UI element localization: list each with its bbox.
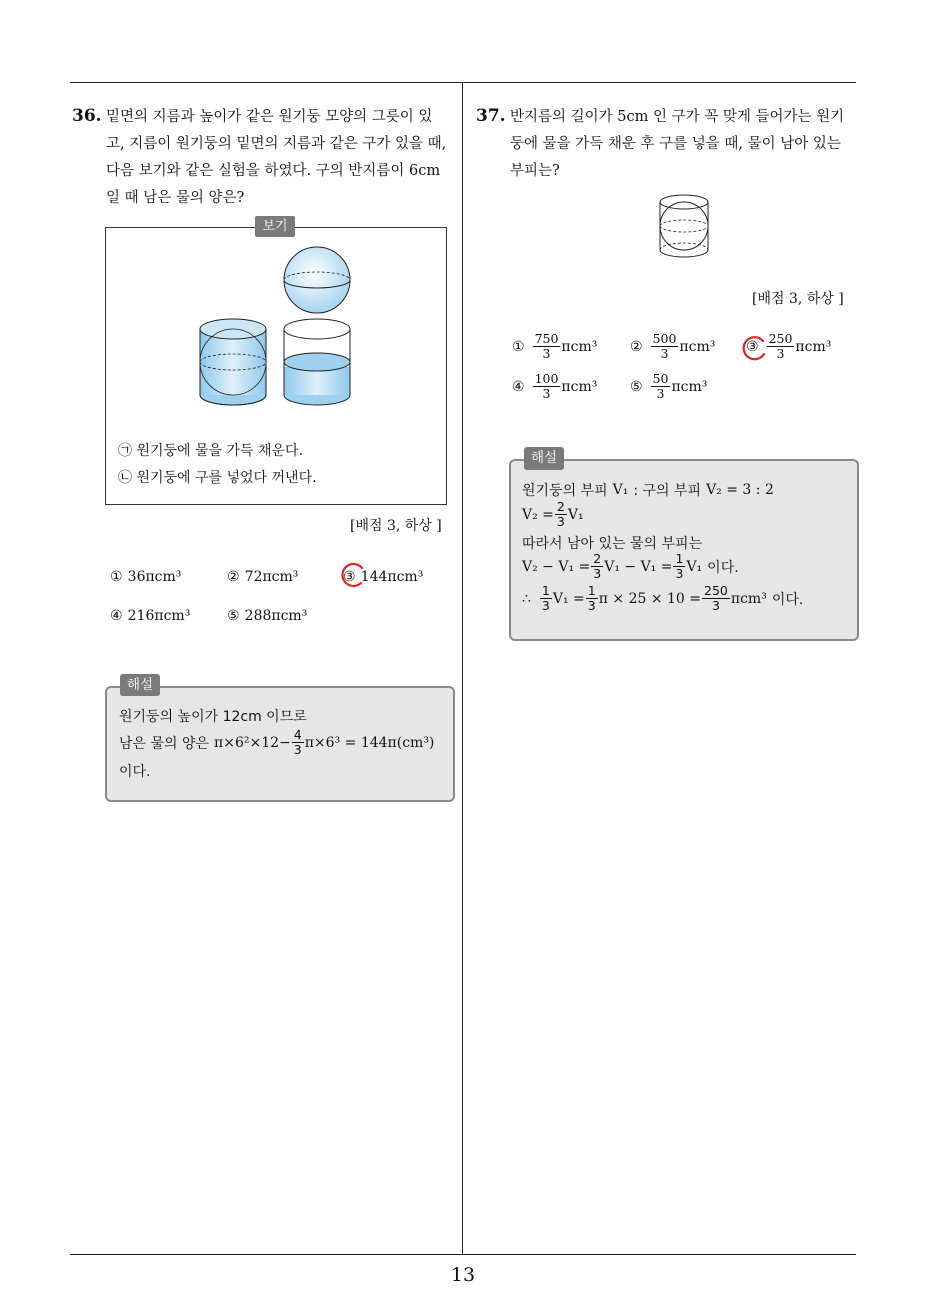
choice-text: 144πcm³ [360,569,424,585]
q37-line: 반지름의 길이가 5cm 인 구가 꼭 맞게 들어가는 원기 [510,109,845,125]
choice-fraction: $\frac{750}{3}$ [534,331,559,361]
sphere-in-cylinder-shape [660,195,708,257]
choice-mark: ② [630,338,643,355]
cylinder-full [200,319,266,405]
sol-fraction: $\frac{2}{3}$ [556,499,565,529]
sol-text: 원기둥의 부피 [522,483,608,499]
q37-choice-1[interactable] [512,332,597,361]
choice-unit: πcm³ [561,338,598,355]
sol-math: π×6³ = 144π(cm³) [304,734,435,751]
q37-sol-line-1 [522,480,774,500]
choice-text: 36πcm³ [127,569,182,585]
q37-sol-line-3: 따라서 남아 있는 물의 부피는 [522,536,703,552]
bogi-label: 보기 [255,216,295,237]
choice-mark: ④ [512,378,525,395]
choice-unit: πcm³ [795,338,832,355]
sol-math: V₂ = 3 : 2 [706,482,774,498]
q37-choice-4[interactable] [512,372,597,401]
sol-math: π×6²×12− [214,734,291,751]
sol-math: V₁ [567,506,584,523]
answer-circle-icon [739,334,769,364]
sol-fraction: $\frac{1}{3}$ [587,583,596,613]
q37-line: 둥에 물을 가득 채운 후 구를 넣을 때, 물이 남아 있는 [510,136,841,152]
q36-line: 고, 지름이 원기둥의 밑면의 지름과 같은 구가 있을 때, [106,136,447,152]
q36-line: 일 때 남은 물의 양은? [106,190,245,206]
choice-mark: ⑤ [227,608,240,624]
choice-text: 216πcm³ [127,608,191,624]
choice-text: 72πcm³ [244,569,299,585]
sol-fraction: $\frac{4}{3}$ [293,727,302,757]
sphere-shape [284,247,350,313]
cylinder-partial [284,319,350,405]
choice-mark: ② [227,569,240,585]
q36-sol-line-1: 원기둥의 높이가 12cm 이므로 [119,709,307,725]
choice-fraction: $\frac{100}{3}$ [534,371,559,401]
q36-choice-2[interactable] [227,566,298,585]
q37-choice-2[interactable] [630,332,715,361]
choice-mark: ③ [746,338,759,355]
sol-text: 남은 물의 양은 [119,735,210,752]
q36-figure [190,235,365,420]
sol-text: : 구의 부피 [633,483,702,499]
sol-fraction: $\frac{1}{3}$ [675,551,684,581]
q36-solution-label: 해설 [120,674,160,696]
bottom-rule [70,1254,856,1255]
page-number: 13 [450,1264,476,1286]
choice-text: 288πcm³ [244,608,308,624]
q36-number: 36. [72,106,102,126]
sol-fraction: $\frac{1}{3}$ [541,583,550,613]
sol-math: V₁ [686,558,703,575]
choice-fraction: $\frac{500}{3}$ [652,331,677,361]
answer-circle-icon [337,560,367,590]
column-divider [462,82,463,1254]
q36-sol-line-2 [119,728,434,757]
q36-choice-1[interactable] [110,566,181,585]
choice-unit: πcm³ [679,338,716,355]
q37-sol-line-5 [522,584,803,613]
sol-math: V₂ = [522,506,554,523]
sol-math: V₁ − V₁ = [604,558,673,575]
q37-number: 37. [476,106,506,126]
sol-math: π × 25 × 10 = [598,590,702,607]
q36-choice-5[interactable] [227,605,307,624]
bogi-step-2: ㉡ 원기둥에 구를 넣었다 꺼낸다. [118,470,317,486]
q36-question [106,104,446,212]
q37-line: 부피는? [510,163,560,179]
q37-figure [654,190,714,262]
sol-fraction: $\frac{250}{3}$ [704,583,728,613]
sol-math: V₁ = [552,590,585,607]
sol-fraction: $\frac{2}{3}$ [593,551,602,581]
choice-fraction: $\frac{250}{3}$ [768,331,793,361]
choice-mark: ⑤ [630,378,643,395]
q36-line: 밑면의 지름과 높이가 같은 원기둥 모양의 그릇이 있 [106,109,433,125]
q36-line: 다음 보기와 같은 실험을 하였다. 구의 반지름이 6cm [106,163,441,179]
q37-question [510,104,844,185]
q36-choice-4[interactable] [110,605,190,624]
sol-math: πcm³ [730,590,767,607]
choice-unit: πcm³ [561,378,598,395]
q37-solution-label: 해설 [524,447,564,470]
q37-sol-line-4 [522,552,739,581]
sol-text: 이다. [771,591,804,608]
bogi-step-1: ㉠ 원기둥에 물을 가득 채운다. [118,443,304,459]
sol-math: V₂ − V₁ = [522,558,591,575]
therefore-icon: ∴ [522,590,531,607]
choice-mark: ④ [110,608,123,624]
choice-unit: πcm³ [671,378,708,395]
choice-mark: ① [110,569,123,585]
q36-score: [배점 3, 하상 ] [350,518,442,534]
q37-sol-line-2 [522,500,584,529]
choice-mark: ③ [343,569,356,585]
q36-sol-line-3: 이다. [119,764,151,780]
q37-score: [배점 3, 하상 ] [752,291,844,307]
sol-text: 이다. [707,559,739,576]
top-rule [70,82,856,83]
choice-fraction: $\frac{50}{3}$ [652,371,669,401]
choice-mark: ① [512,338,525,355]
sol-math: V₁ [612,482,629,498]
q37-choice-5[interactable] [630,372,707,401]
